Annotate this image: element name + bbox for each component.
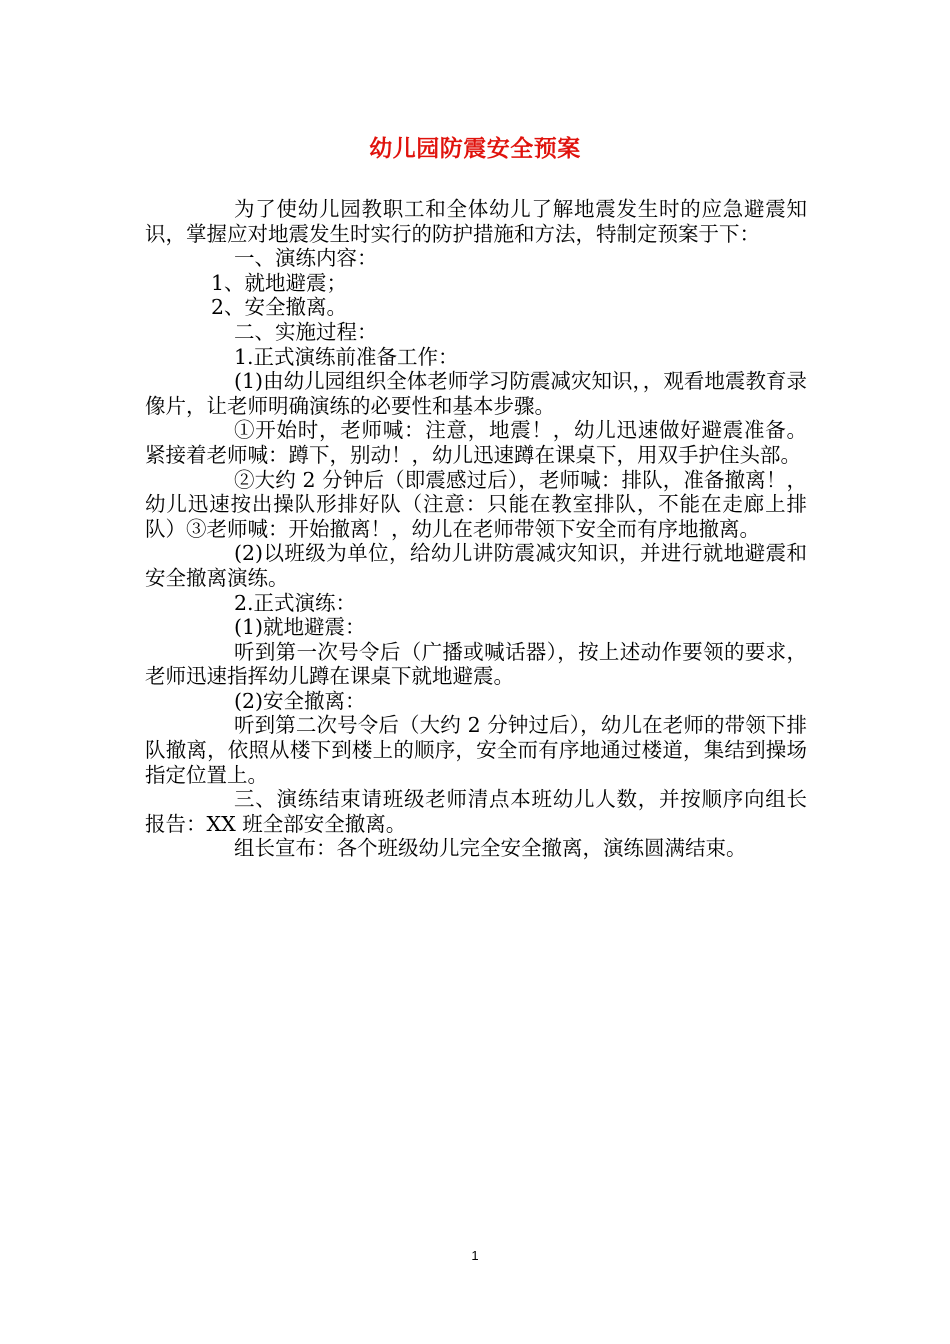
paragraph: 听到第一次号令后（广播或喊话器），按上述动作要领的要求，老师迅速指挥幼儿蹲在课桌下就地避震。 <box>145 639 807 689</box>
paragraph: 听到第二次号令后（大约 2 分钟过后），幼儿在老师的带领下排队撤离，依照从楼下到楼上的顺序，安全而有序地通过楼道，集结到操场指定位置上。 <box>145 713 807 787</box>
paragraph-closing: 组长宣布：各个班级幼儿完全安全撤离，演练圆满结束。 <box>234 836 747 861</box>
paragraph-section-1-heading: 一、演练内容： <box>234 246 378 271</box>
paragraph-subheading: 1.正式演练前准备工作： <box>234 344 459 369</box>
document-title: 幼儿园防震安全预案 <box>369 136 581 162</box>
paragraph: ①开始时，老师喊：注意，地震！，幼儿迅速做好避震准备。紧接着老师喊：蹲下，别动！，幼儿迅速蹲在课桌下，用双手护住头部。 <box>145 418 807 467</box>
paragraph-subheading: (1)就地避震： <box>234 615 366 640</box>
list-item: 1、就地避震； <box>211 270 348 295</box>
paragraph-section-2-heading: 二、实施过程： <box>234 319 378 344</box>
document-body <box>145 197 807 861</box>
paragraph-section-3: 三、演练结束请班级老师清点本班幼儿人数，并按顺序向组长报告：XX 班全部安全撤离。 <box>145 787 807 836</box>
list-item: 2、安全撤离。 <box>211 295 348 320</box>
paragraph: (1)由幼儿园组织全体老师学习防震减灾知识，，观看地震教育录像片，让老师明确演练的必要性和基本步骤。 <box>145 369 807 418</box>
paragraph: ②大约 2 分钟后（即震感过后），老师喊：排队，准备撤离！，幼儿迅速按出操队形排好队（注意：只能在教室排队，不能在走廊上排队）③老师喊：开始撤离！，幼儿在老师带领下安全而有序地撤离。 <box>145 467 807 541</box>
paragraph-subheading: (2)安全撤离： <box>234 688 366 713</box>
paragraph: (2)以班级为单位，给幼儿讲防震减灾知识，并进行就地避震和安全撤离演练。 <box>145 541 807 590</box>
page-number: 1 <box>471 1248 479 1263</box>
paragraph-subheading: 2.正式演练： <box>234 590 357 615</box>
paragraph-intro: 为了使幼儿园教职工和全体幼儿了解地震发生时的应急避震知识，掌握应对地震发生时实行的防护措施和方法，特制定预案于下： <box>145 197 807 246</box>
